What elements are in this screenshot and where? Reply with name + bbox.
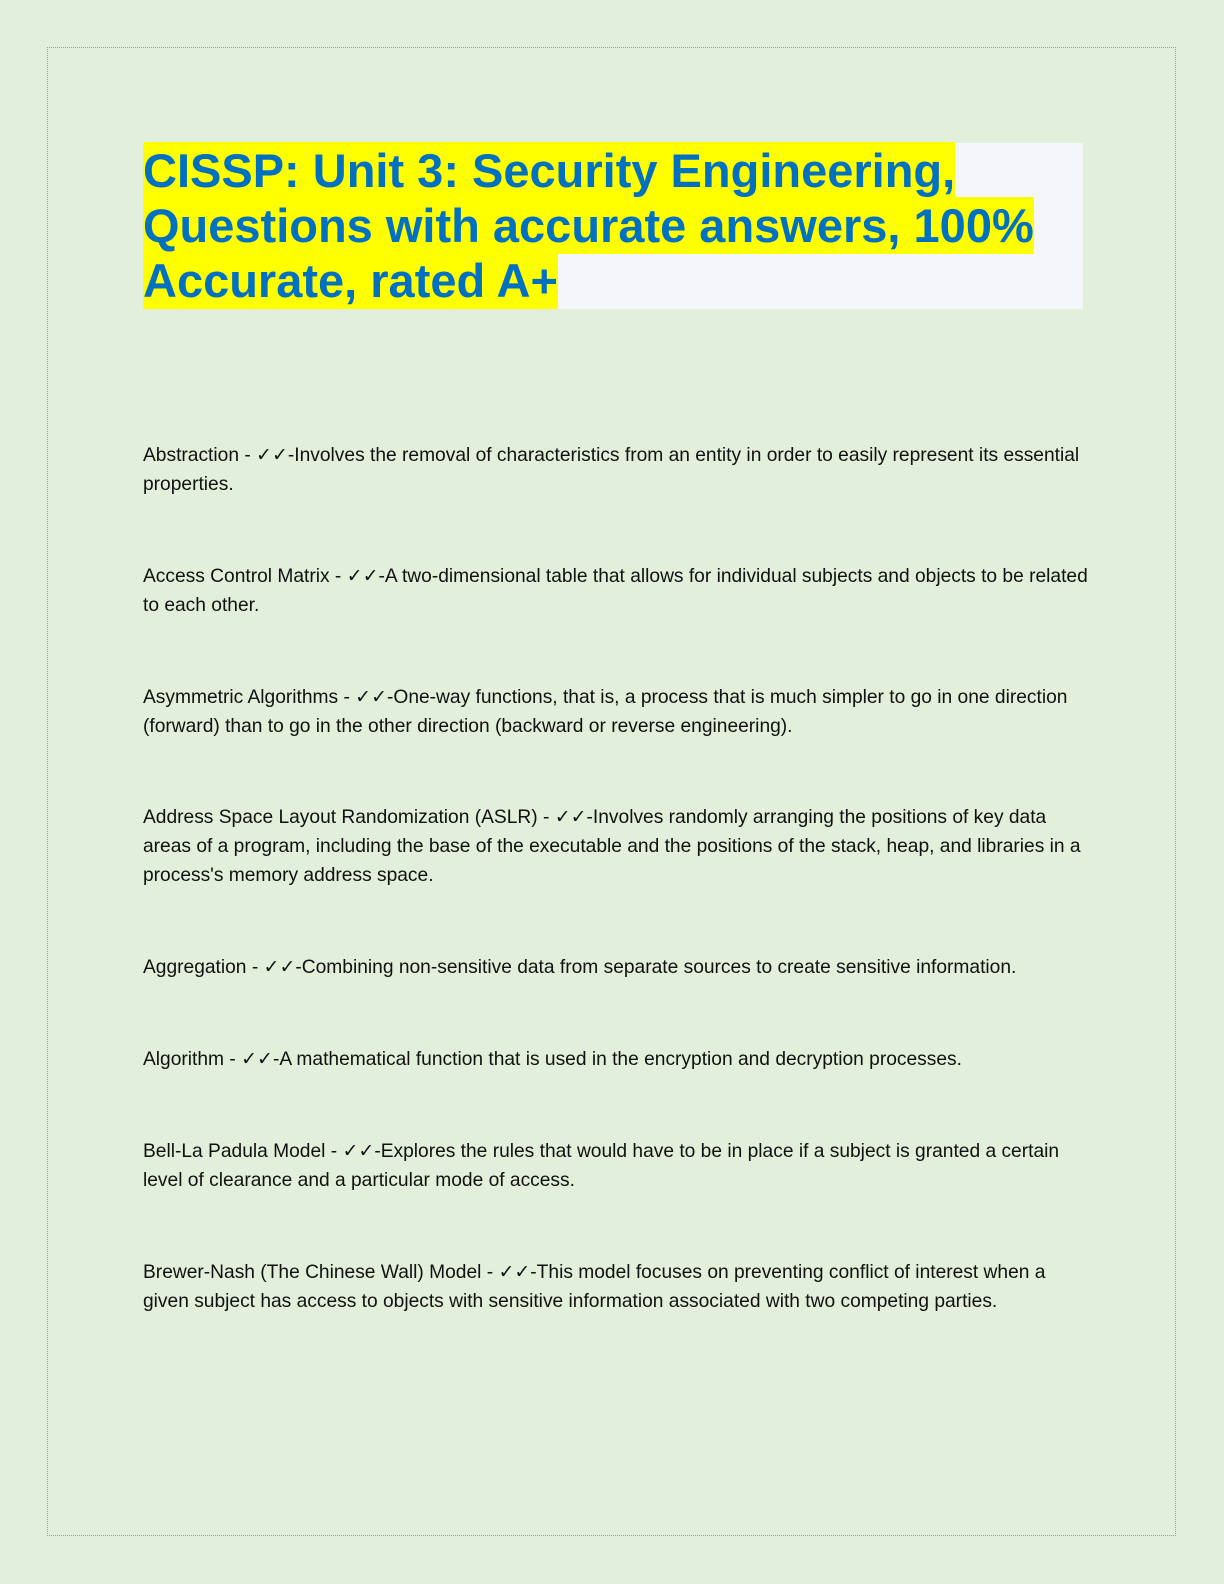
entry-definition: -This model focuses on preventing conflict of interest when a given subject has access to objects with sensitive information associated with two competing parties. bbox=[143, 1262, 1046, 1312]
entry-definition: -A two-dimensional table that allows for individual subjects and objects to be related to each other. bbox=[143, 566, 1088, 616]
entry-separator: - bbox=[338, 687, 356, 708]
entry-term: Brewer-Nash (The Chinese Wall) Model bbox=[143, 1262, 482, 1283]
entry-definition: -Involves randomly arranging the positions of key data areas of a program, including the base of the executable and the positions of the stack, heap, and libraries in a process's memory address space. bbox=[143, 807, 1081, 886]
entry-definition: -Involves the removal of characteristics from an entity in order to easily represent its essential properties. bbox=[143, 445, 1080, 495]
entry-term: Abstraction bbox=[143, 445, 239, 466]
check-marks-icon: ✓✓ bbox=[498, 1261, 531, 1283]
check-marks-icon: ✓✓ bbox=[263, 956, 296, 978]
entry-definition: -Explores the rules that would have to be in place if a subject is granted a certain level of clearance and a particular mode of access. bbox=[143, 1141, 1060, 1191]
check-marks-icon: ✓✓ bbox=[355, 686, 388, 708]
entry-abstraction bbox=[143, 441, 1088, 499]
entry-separator: - bbox=[537, 807, 555, 828]
entry-bell-la-padula-model bbox=[143, 1137, 1088, 1195]
entry-term: Asymmetric Algorithms bbox=[143, 687, 339, 708]
check-marks-icon: ✓✓ bbox=[554, 806, 587, 828]
entry-aslr bbox=[143, 803, 1088, 890]
title-block bbox=[143, 143, 1083, 309]
entry-term: Address Space Layout Randomization (ASLR) bbox=[143, 807, 538, 828]
entry-term: Algorithm bbox=[143, 1049, 225, 1070]
entry-separator: - bbox=[325, 1141, 343, 1162]
entry-term: Bell-La Padula Model bbox=[143, 1141, 326, 1162]
entry-aggregation bbox=[143, 953, 1088, 982]
document-title bbox=[143, 143, 1083, 308]
entry-access-control-matrix bbox=[143, 562, 1088, 620]
entry-asymmetric-algorithms bbox=[143, 683, 1088, 741]
check-marks-icon: ✓✓ bbox=[241, 1048, 273, 1070]
entry-algorithm bbox=[143, 1045, 1088, 1074]
entry-definition: -One-way functions, that is, a process that is much simpler to go in one direction (forward) than to go in the other direction (backward or reverse engineering). bbox=[143, 687, 1068, 737]
entry-separator: - bbox=[246, 957, 264, 978]
entry-term: Access Control Matrix bbox=[143, 566, 330, 587]
entry-definition: -Combining non-sensitive data from separate sources to create sensitive information. bbox=[295, 957, 1017, 978]
title-highlight: CISSP: Unit 3: Security Engineering, Questions with accurate answers, 100% Accurate, rated A+ bbox=[143, 144, 1034, 307]
entry-separator: - bbox=[238, 445, 257, 466]
check-marks-icon: ✓✓ bbox=[342, 1140, 375, 1162]
entry-definition: -A mathematical function that is used in the encryption and decryption processes. bbox=[272, 1049, 962, 1070]
entry-brewer-nash-model bbox=[143, 1258, 1088, 1316]
entry-separator: - bbox=[224, 1049, 242, 1070]
check-marks-icon: ✓✓ bbox=[256, 444, 288, 466]
entry-term: Aggregation bbox=[143, 957, 247, 978]
entry-separator: - bbox=[481, 1262, 499, 1283]
entry-separator: - bbox=[329, 566, 347, 587]
check-marks-icon: ✓✓ bbox=[346, 565, 379, 587]
